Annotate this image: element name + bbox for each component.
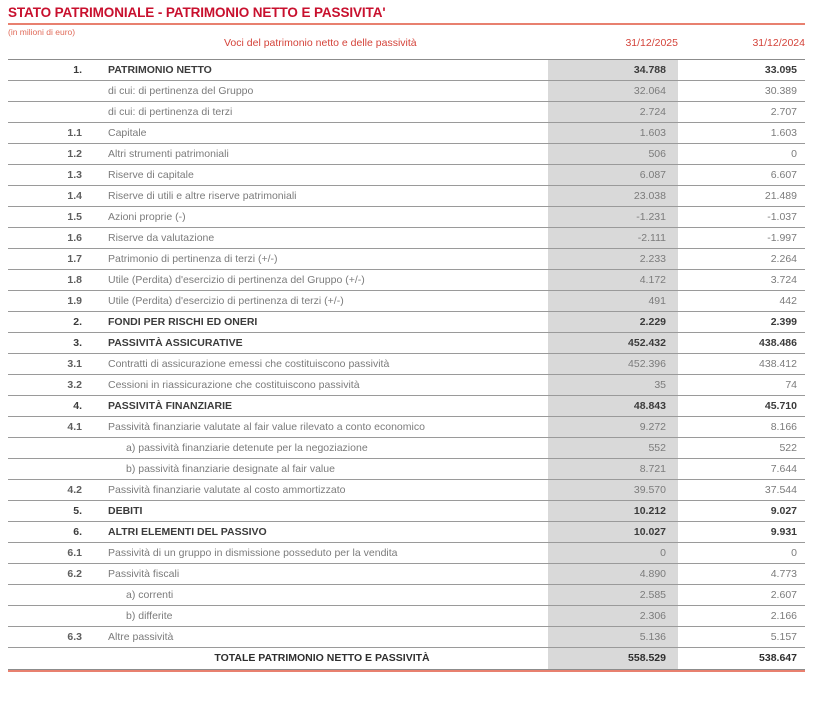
row-value-year1: 452.432 — [548, 333, 678, 354]
table-wrapper — [8, 59, 805, 669]
row-value-year2: 8.166 — [678, 417, 805, 438]
row-value-year2: 7.644 — [678, 459, 805, 480]
row-label: b) differite — [96, 606, 548, 627]
row-value-year2: 1.603 — [678, 123, 805, 144]
row-value-year2: 45.710 — [678, 396, 805, 417]
row-label: Capitale — [96, 123, 548, 144]
row-label: Azioni proprie (-) — [96, 207, 548, 228]
table-row — [8, 312, 805, 333]
row-value-year2: 2.399 — [678, 312, 805, 333]
table-row — [8, 648, 805, 669]
row-number: 1.4 — [8, 186, 96, 207]
row-value-year1: 2.306 — [548, 606, 678, 627]
row-number: 1. — [8, 60, 96, 81]
row-value-year1: 4.890 — [548, 564, 678, 585]
row-number — [8, 585, 96, 606]
row-number: 6.1 — [8, 543, 96, 564]
row-number: 1.2 — [8, 144, 96, 165]
row-value-year1: 6.087 — [548, 165, 678, 186]
table-row — [8, 459, 805, 480]
row-value-year2: 438.486 — [678, 333, 805, 354]
row-label: a) passività finanziarie detenute per la negoziazione — [96, 438, 548, 459]
row-value-year2: 37.544 — [678, 480, 805, 501]
table-row — [8, 480, 805, 501]
row-number — [8, 438, 96, 459]
row-label: Passività finanziarie valutate al costo ammortizzato — [96, 480, 548, 501]
row-value-year1: 9.272 — [548, 417, 678, 438]
row-value-year1: 34.788 — [548, 60, 678, 81]
row-label: TOTALE PATRIMONIO NETTO E PASSIVITÀ — [96, 648, 548, 669]
column-header-year2: 31/12/2024 — [752, 37, 805, 49]
table-body — [8, 60, 805, 669]
table-header-band — [0, 25, 813, 59]
row-label: Cessioni in riassicurazione che costituiscono passività — [96, 375, 548, 396]
row-value-year1: 10.212 — [548, 501, 678, 522]
row-value-year1: 48.843 — [548, 396, 678, 417]
table-row — [8, 396, 805, 417]
row-value-year2: 538.647 — [678, 648, 805, 669]
row-value-year2: 3.724 — [678, 270, 805, 291]
row-value-year1: 4.172 — [548, 270, 678, 291]
column-header-year1: 31/12/2025 — [625, 37, 678, 49]
row-value-year2: 2.607 — [678, 585, 805, 606]
row-label: Passività fiscali — [96, 564, 548, 585]
row-number — [8, 606, 96, 627]
row-value-year2: 74 — [678, 375, 805, 396]
table-row — [8, 543, 805, 564]
row-number: 1.1 — [8, 123, 96, 144]
row-value-year1: 2.229 — [548, 312, 678, 333]
row-value-year2: 2.166 — [678, 606, 805, 627]
row-value-year1: 506 — [548, 144, 678, 165]
row-value-year2: 442 — [678, 291, 805, 312]
row-value-year1: 8.721 — [548, 459, 678, 480]
row-value-year1: 2.233 — [548, 249, 678, 270]
row-label: Altri strumenti patrimoniali — [96, 144, 548, 165]
row-value-year1: 552 — [548, 438, 678, 459]
row-label: b) passività finanziarie designate al fair value — [96, 459, 548, 480]
row-label: DEBITI — [96, 501, 548, 522]
row-label: di cui: di pertinenza del Gruppo — [96, 81, 548, 102]
table-row — [8, 585, 805, 606]
row-label: PASSIVITÀ FINANZIARIE — [96, 396, 548, 417]
table-row — [8, 207, 805, 228]
row-value-year2: -1.037 — [678, 207, 805, 228]
balance-sheet-table — [8, 59, 805, 669]
table-row — [8, 102, 805, 123]
row-label: Patrimonio di pertinenza di terzi (+/-) — [96, 249, 548, 270]
row-value-year1: 35 — [548, 375, 678, 396]
table-row — [8, 123, 805, 144]
row-value-year2: 2.707 — [678, 102, 805, 123]
table-row — [8, 627, 805, 648]
row-number — [8, 102, 96, 123]
row-number: 4. — [8, 396, 96, 417]
row-label: Riserve da valutazione — [96, 228, 548, 249]
table-row — [8, 438, 805, 459]
row-number: 5. — [8, 501, 96, 522]
row-label: di cui: di pertinenza di terzi — [96, 102, 548, 123]
row-value-year2: 9.931 — [678, 522, 805, 543]
row-number — [8, 459, 96, 480]
row-value-year1: 32.064 — [548, 81, 678, 102]
row-value-year1: 0 — [548, 543, 678, 564]
table-row — [8, 606, 805, 627]
table-row — [8, 81, 805, 102]
row-value-year1: 2.585 — [548, 585, 678, 606]
row-label: Utile (Perdita) d'esercizio di pertinenza di terzi (+/-) — [96, 291, 548, 312]
row-number: 4.2 — [8, 480, 96, 501]
table-row — [8, 375, 805, 396]
row-number — [8, 648, 96, 669]
row-number: 4.1 — [8, 417, 96, 438]
row-label: Contratti di assicurazione emessi che costituiscono passività — [96, 354, 548, 375]
table-row — [8, 333, 805, 354]
table-row — [8, 354, 805, 375]
row-label: Altre passività — [96, 627, 548, 648]
row-value-year2: 4.773 — [678, 564, 805, 585]
row-value-year1: -2.111 — [548, 228, 678, 249]
row-number: 6. — [8, 522, 96, 543]
row-number: 3.1 — [8, 354, 96, 375]
table-row — [8, 270, 805, 291]
table-row — [8, 186, 805, 207]
table-row — [8, 249, 805, 270]
row-value-year1: 2.724 — [548, 102, 678, 123]
row-number — [8, 81, 96, 102]
row-number: 1.6 — [8, 228, 96, 249]
row-label: Utile (Perdita) d'esercizio di pertinenza del Gruppo (+/-) — [96, 270, 548, 291]
table-row — [8, 522, 805, 543]
row-number: 1.3 — [8, 165, 96, 186]
row-value-year2: 5.157 — [678, 627, 805, 648]
row-label: FONDI PER RISCHI ED ONERI — [96, 312, 548, 333]
row-value-year2: 0 — [678, 144, 805, 165]
row-value-year1: 5.136 — [548, 627, 678, 648]
table-row — [8, 60, 805, 81]
row-label: a) correnti — [96, 585, 548, 606]
row-value-year2: 30.389 — [678, 81, 805, 102]
row-value-year1: -1.231 — [548, 207, 678, 228]
row-value-year2: 6.607 — [678, 165, 805, 186]
row-value-year2: 21.489 — [678, 186, 805, 207]
row-number: 6.2 — [8, 564, 96, 585]
table-row — [8, 417, 805, 438]
column-header-items: Voci del patrimonio netto e delle passività — [224, 37, 417, 49]
row-value-year2: -1.997 — [678, 228, 805, 249]
units-note: (in milioni di euro) — [8, 27, 76, 37]
row-value-year2: 0 — [678, 543, 805, 564]
table-row — [8, 228, 805, 249]
row-value-year2: 522 — [678, 438, 805, 459]
row-number: 1.5 — [8, 207, 96, 228]
page-title: STATO PATRIMONIALE - PATRIMONIO NETTO E PASSIVITA' — [8, 5, 386, 20]
row-label: PASSIVITÀ ASSICURATIVE — [96, 333, 548, 354]
table-bottom-divider — [8, 669, 805, 672]
table-row — [8, 564, 805, 585]
row-value-year1: 23.038 — [548, 186, 678, 207]
row-value-year2: 33.095 — [678, 60, 805, 81]
row-label: Passività di un gruppo in dismissione posseduto per la vendita — [96, 543, 548, 564]
row-value-year2: 438.412 — [678, 354, 805, 375]
row-label: Riserve di utili e altre riserve patrimoniali — [96, 186, 548, 207]
row-number: 1.8 — [8, 270, 96, 291]
row-value-year2: 2.264 — [678, 249, 805, 270]
row-number: 6.3 — [8, 627, 96, 648]
title-block — [0, 0, 813, 25]
row-number: 1.9 — [8, 291, 96, 312]
row-value-year2: 9.027 — [678, 501, 805, 522]
table-row — [8, 165, 805, 186]
row-label: PATRIMONIO NETTO — [96, 60, 548, 81]
row-value-year1: 39.570 — [548, 480, 678, 501]
table-row — [8, 291, 805, 312]
row-number: 3.2 — [8, 375, 96, 396]
row-value-year1: 491 — [548, 291, 678, 312]
row-value-year1: 10.027 — [548, 522, 678, 543]
row-label: ALTRI ELEMENTI DEL PASSIVO — [96, 522, 548, 543]
row-number: 1.7 — [8, 249, 96, 270]
row-value-year1: 452.396 — [548, 354, 678, 375]
row-label: Riserve di capitale — [96, 165, 548, 186]
row-number: 3. — [8, 333, 96, 354]
row-label: Passività finanziarie valutate al fair value rilevato a conto economico — [96, 417, 548, 438]
row-value-year1: 558.529 — [548, 648, 678, 669]
row-value-year1: 1.603 — [548, 123, 678, 144]
table-row — [8, 501, 805, 522]
row-number: 2. — [8, 312, 96, 333]
table-row — [8, 144, 805, 165]
